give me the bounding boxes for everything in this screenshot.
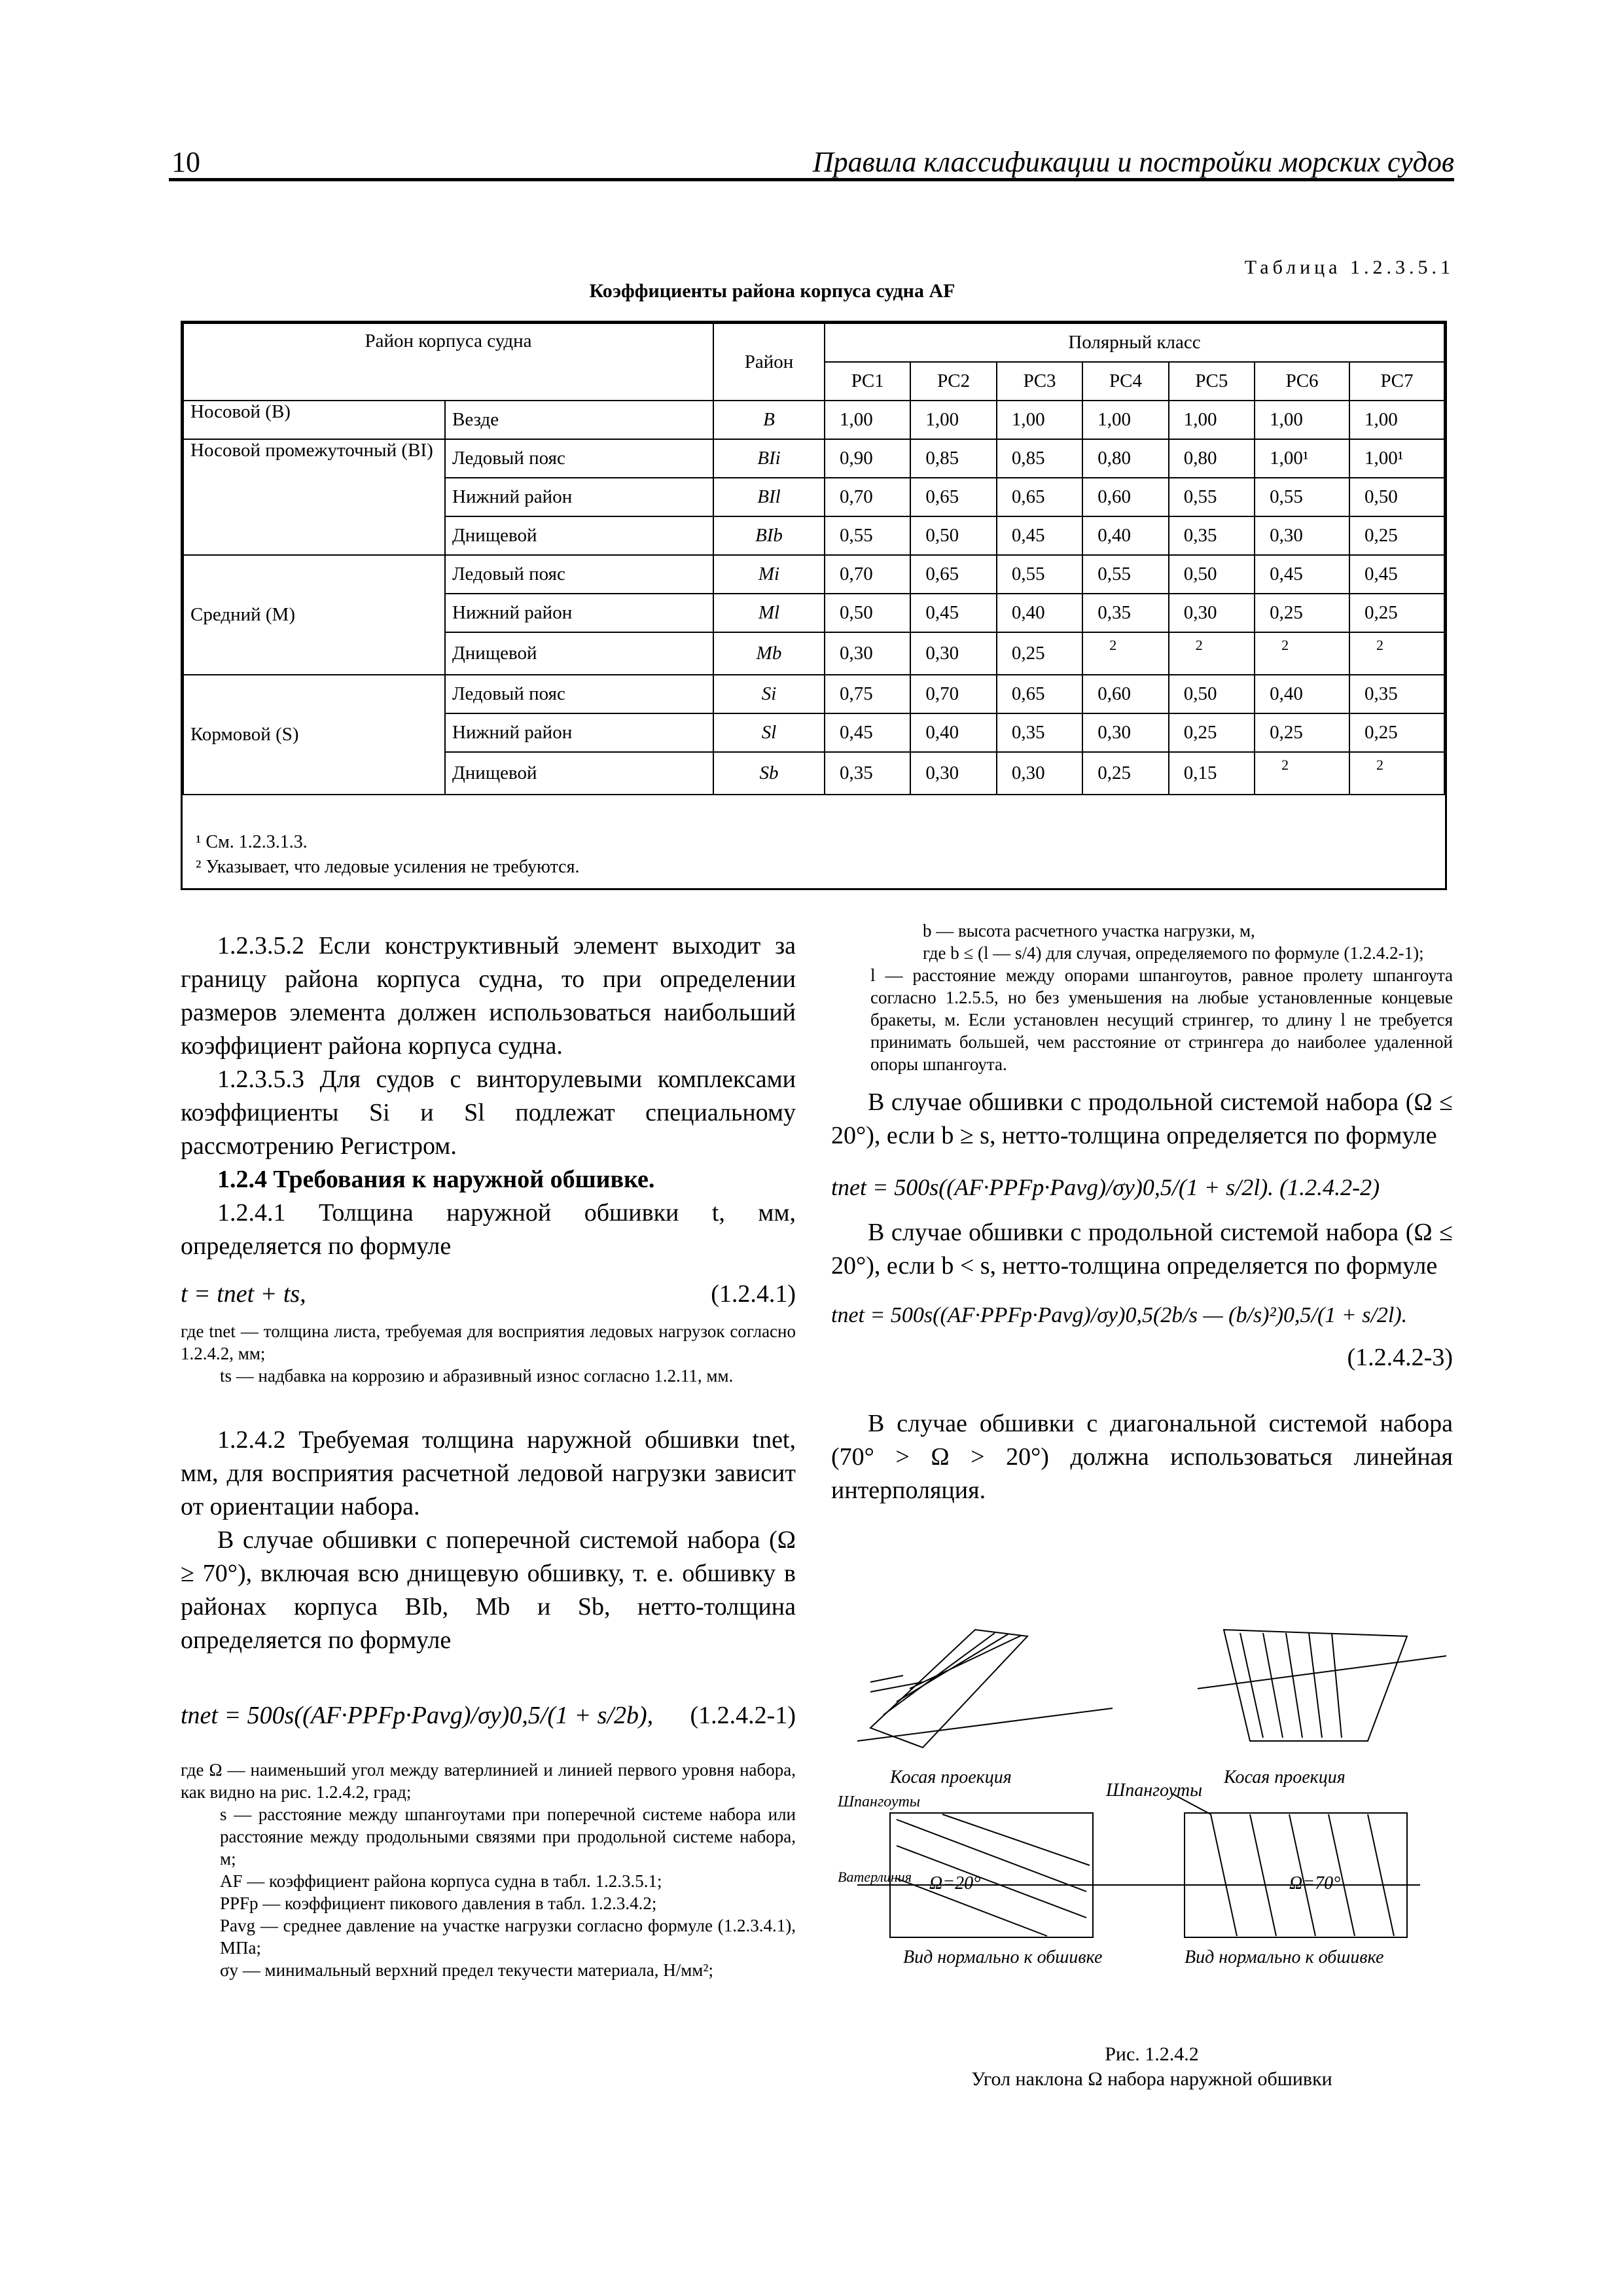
coefficient-cell: 0,65	[910, 478, 996, 516]
label-oblique-right: Косая проекция	[1224, 1767, 1346, 1787]
region-code: Ml	[713, 594, 825, 632]
where-item: AF — коэффициент района корпуса судна в табл. 1.2.3.5.1;	[220, 1871, 662, 1891]
group-name: Носовой промежуточный (BI)	[183, 439, 445, 555]
region-code: BIb	[713, 516, 825, 555]
coefficient-cell: 0,35	[1169, 516, 1255, 555]
coefficient-cell: 1,00	[1082, 401, 1168, 439]
table-notes	[196, 830, 579, 880]
header-polar-class: Полярный класс	[825, 323, 1444, 362]
label-angle-20: Ω=20°	[929, 1873, 981, 1893]
where-item: l — расстояние между опорами шпангоутов, равное пролету шпангоута согласно 1.2.5.5, но без уменьшения на любые установленные концевые бракеты, м. Если установлен несущий стрингер, то длину l не требуется принимать большей, чем расстояние от стрингера до наиболее удаленной опоры шпангоута.	[870, 965, 1453, 1074]
figure-title: Угол наклона Ω набора наружной обшивки	[971, 2068, 1332, 2090]
table-note: ² Указывает, что ледовые усиления не требуются.	[196, 857, 580, 877]
coefficient-cell: 0,35	[825, 752, 910, 795]
coefficient-cell: 0,40	[910, 713, 996, 752]
figure-caption	[844, 2042, 1459, 2092]
paragraph: 1.2.4.2 Требуемая толщина наружной обшивки tnet, мм, для восприятия расчетной ледовой нагрузки зависит от ориентации набора.	[181, 1426, 796, 1520]
coefficient-cell: 0,80	[1082, 439, 1168, 478]
coefficient-cell: 0,30	[910, 632, 996, 675]
paragraph: В случае обшивки с диагональной системой набора (70° > Ω > 20°) должна использоваться линейная интерполяция.	[831, 1410, 1453, 1504]
region-code: Mi	[713, 555, 825, 594]
region-code: BIi	[713, 439, 825, 478]
formula-number: (1.2.4.1)	[711, 1280, 796, 1308]
coefficient-cell: 0,15	[1169, 752, 1255, 795]
coefficient-cell: 0,25	[1255, 713, 1349, 752]
where-item: σy — минимальный верхний предел текучести материала, Н/мм²;	[220, 1960, 713, 1980]
coefficient-cell: 0,80	[1169, 439, 1255, 478]
sub-region: Нижний район	[445, 478, 713, 516]
coefficient-cell: 0,60	[1082, 478, 1168, 516]
coefficient-cell: 0,25	[1082, 752, 1168, 795]
label-normal-left: Вид нормально к обшивке	[903, 1947, 1103, 1967]
coefficient-cell: 0,40	[1255, 675, 1349, 713]
coefficient-cell: 0,85	[997, 439, 1082, 478]
coefficient-cell: 0,55	[1169, 478, 1255, 516]
coefficient-cell: 0,25	[1349, 594, 1444, 632]
coefficient-cell: 0,25	[1255, 594, 1349, 632]
table-label: Таблица 1.2.3.5.1	[1244, 257, 1454, 278]
coefficient-cell: 1,00	[1169, 401, 1255, 439]
coefficient-cell: 1,00	[997, 401, 1082, 439]
right-column	[831, 920, 1453, 1507]
header-class: PC4	[1082, 362, 1168, 401]
coefficient-cell: 0,55	[997, 555, 1082, 594]
where-item: Pavg — среднее давление на участке нагрузки согласно формуле (1.2.3.4.1), МПа;	[220, 1916, 796, 1958]
group-name: Носовой (B)	[183, 401, 445, 439]
figure-plating-angle	[831, 1617, 1459, 2022]
sub-region: Везде	[445, 401, 713, 439]
header-class: PC2	[910, 362, 996, 401]
coefficient-cell: 0,30	[1082, 713, 1168, 752]
coefficient-cell: 0,45	[1255, 555, 1349, 594]
coefficient-cell: 0,90	[825, 439, 910, 478]
formula: t = tnet + ts,	[181, 1280, 306, 1308]
coefficient-cell: 2	[1255, 752, 1349, 795]
header-class: PC1	[825, 362, 910, 401]
coefficient-cell: 2	[1349, 752, 1444, 795]
header-class: PC5	[1169, 362, 1255, 401]
table-title: Коэффициенты района корпуса судна AF	[589, 280, 955, 302]
paragraph: 1.2.3.5.3 Для судов с винторулевыми комплексами коэффициенты Si и Sl подлежат специальному рассмотрению Регистром.	[181, 1066, 796, 1160]
coefficient-cell: 0,45	[825, 713, 910, 752]
sub-region: Днищевой	[445, 752, 713, 795]
coefficient-cell: 0,30	[1255, 516, 1349, 555]
coefficient-cell: 0,85	[910, 439, 996, 478]
paragraph: 1.2.4.1 Толщина наружной обшивки t, мм, определяется по формуле	[181, 1199, 796, 1260]
coefficient-cell: 2	[1349, 632, 1444, 675]
coefficient-cell: 2	[1169, 632, 1255, 675]
region-code: BIl	[713, 478, 825, 516]
coefficient-cell: 1,00	[1255, 401, 1349, 439]
where-item: где tnet — толщина листа, требуемая для восприятия ледовых нагрузок согласно 1.2.4.2, мм;	[181, 1321, 796, 1363]
group-name: Средний (M)	[183, 555, 445, 675]
formula: tnet = 500s((AF·PPFp·Pavg)/σy)0,5/(1 + s/2b),	[181, 1702, 654, 1729]
sub-region: Днищевой	[445, 516, 713, 555]
coefficient-cell: 0,50	[1169, 555, 1255, 594]
coefficient-cell: 0,30	[1169, 594, 1255, 632]
coefficient-cell: 0,65	[997, 478, 1082, 516]
coefficient-cell: 0,50	[825, 594, 910, 632]
header-class: PC7	[1349, 362, 1444, 401]
table-row	[183, 675, 1444, 713]
coefficient-table-frame	[181, 321, 1447, 890]
where-block	[181, 1759, 796, 1981]
coefficient-cell: 0,75	[825, 675, 910, 713]
sub-region: Днищевой	[445, 632, 713, 675]
coefficient-cell: 0,65	[997, 675, 1082, 713]
header-region: Район	[713, 323, 825, 401]
coefficient-table	[183, 323, 1445, 795]
formula-row	[181, 1699, 796, 1732]
coefficient-cell: 2	[1082, 632, 1168, 675]
coefficient-cell: 0,55	[1255, 478, 1349, 516]
coefficient-cell: 0,50	[1169, 675, 1255, 713]
sub-region: Ледовый пояс	[445, 555, 713, 594]
header-class: PC3	[997, 362, 1082, 401]
coefficient-cell: 0,45	[1349, 555, 1444, 594]
where-item: где b ≤ (l — s/4) для случая, определяемого по формуле (1.2.4.2-1);	[923, 943, 1424, 963]
coefficient-cell: 0,60	[1082, 675, 1168, 713]
region-code: B	[713, 401, 825, 439]
coefficient-cell: 0,30	[997, 752, 1082, 795]
running-title: Правила классификации и постройки морских судов	[812, 146, 1454, 178]
coefficient-cell: 0,40	[997, 594, 1082, 632]
group-name: Кормовой (S)	[183, 675, 445, 795]
coefficient-cell: 1,00	[1349, 401, 1444, 439]
coefficient-cell: 1,00¹	[1255, 439, 1349, 478]
paragraph: В случае обшивки с продольной системой набора (Ω ≤ 20°), если b ≥ s, нетто-толщина определяется по формуле	[831, 1088, 1453, 1149]
sub-region: Нижний район	[445, 594, 713, 632]
label-frames-right: Шпангоуты	[1106, 1780, 1203, 1801]
coefficient-cell: 0,65	[910, 555, 996, 594]
where-item: s — расстояние между шпангоутами при поперечной системе набора или расстояние между продольными связями при продольной системе набора, м;	[220, 1804, 796, 1869]
label-waterline: Ватерлиния	[838, 1869, 912, 1885]
label-frames-left: Шпангоуты	[838, 1793, 921, 1810]
sub-region: Ледовый пояс	[445, 675, 713, 713]
where-block	[831, 920, 1453, 1075]
paragraph: В случае обшивки с продольной системой набора (Ω ≤ 20°), если b < s, нетто-толщина определяется по формуле	[831, 1219, 1453, 1280]
coefficient-cell: 0,40	[1082, 516, 1168, 555]
coefficient-cell: 0,35	[997, 713, 1082, 752]
region-code: Mb	[713, 632, 825, 675]
table-row	[183, 555, 1444, 594]
coefficient-cell: 0,70	[910, 675, 996, 713]
coefficient-cell: 1,00	[825, 401, 910, 439]
formula-number: (1.2.4.2-3)	[1347, 1344, 1453, 1371]
sub-region: Нижний район	[445, 713, 713, 752]
where-item: PPFp — коэффициент пикового давления в табл. 1.2.3.4.2;	[220, 1893, 657, 1913]
header-class: PC6	[1255, 362, 1349, 401]
header-area: Район корпуса судна	[183, 323, 713, 401]
coefficient-cell: 0,25	[1349, 713, 1444, 752]
coefficient-cell: 0,30	[910, 752, 996, 795]
formula-number: (1.2.4.2-1)	[690, 1702, 796, 1729]
figure-number: Рис. 1.2.4.2	[1105, 2043, 1199, 2065]
coefficient-cell: 1,00¹	[1349, 439, 1444, 478]
label-angle-70: Ω=70°	[1289, 1873, 1341, 1893]
coefficient-cell: 0,25	[1349, 516, 1444, 555]
coefficient-cell: 0,30	[825, 632, 910, 675]
left-column	[181, 929, 796, 1981]
coefficient-cell: 0,55	[1082, 555, 1168, 594]
coefficient-cell: 0,50	[910, 516, 996, 555]
label-normal-right: Вид нормально к обшивке	[1185, 1947, 1384, 1967]
where-item: ts — надбавка на коррозию и абразивный износ согласно 1.2.11, мм.	[220, 1366, 734, 1386]
coefficient-cell: 1,00	[910, 401, 996, 439]
region-code: Si	[713, 675, 825, 713]
header-rule	[169, 178, 1454, 181]
region-code: Sl	[713, 713, 825, 752]
paragraph: 1.2.3.5.2 Если конструктивный элемент выходит за границу района корпуса судна, то при определении размеров элемента должен использоваться наибольший коэффициент района корпуса судна.	[181, 932, 796, 1060]
coefficient-cell: 0,50	[1349, 478, 1444, 516]
formula-row	[181, 1278, 796, 1311]
coefficient-cell: 0,45	[997, 516, 1082, 555]
region-code: Sb	[713, 752, 825, 795]
where-item: b — высота расчетного участка нагрузки, м,	[923, 921, 1255, 941]
coefficient-cell: 0,25	[997, 632, 1082, 675]
where-item: где Ω — наименьший угол между ватерлинией и линией первого уровня набора, как видно на рис. 1.2.4.2, град;	[181, 1760, 796, 1802]
coefficient-cell: 0,70	[825, 478, 910, 516]
paragraph: В случае обшивки с поперечной системой набора (Ω ≥ 70°), включая всю днищевую обшивку, т. е. обшивку в районах корпуса BIb, Mb и Sb, нетто-толщина определяется по формуле	[181, 1526, 796, 1654]
section-heading: 1.2.4 Требования к наружной обшивке.	[217, 1166, 655, 1193]
coefficient-cell: 2	[1255, 632, 1349, 675]
formula: tnet = 500s((AF·PPFp·Pavg)/σy)0,5/(1 + s/2l). (1.2.4.2-2)	[831, 1174, 1380, 1200]
table-row	[183, 401, 1444, 439]
coefficient-cell: 0,35	[1082, 594, 1168, 632]
coefficient-cell: 0,70	[825, 555, 910, 594]
label-oblique-left: Косая проекция	[890, 1767, 1012, 1787]
sub-region: Ледовый пояс	[445, 439, 713, 478]
where-block	[181, 1320, 796, 1387]
coefficient-cell: 0,35	[1349, 675, 1444, 713]
page-number: 10	[171, 146, 200, 178]
coefficient-cell: 0,55	[825, 516, 910, 555]
formula: tnet = 500s((AF·PPFp·Pavg)/σy)0,5(2b/s — (b/s)²)0,5/(1 + s/2l).	[831, 1303, 1408, 1327]
coefficient-cell: 0,25	[1169, 713, 1255, 752]
coefficient-cell: 0,45	[910, 594, 996, 632]
table-note: ¹ См. 1.2.3.1.3.	[196, 832, 308, 852]
table-row	[183, 439, 1444, 478]
